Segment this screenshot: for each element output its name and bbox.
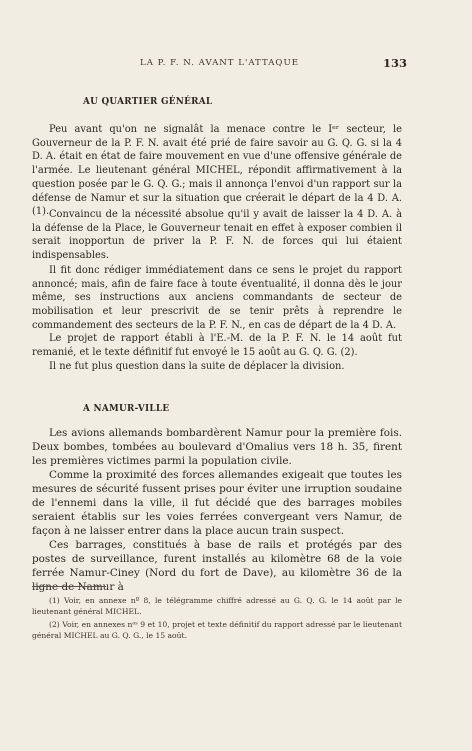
paragraph: Les avions allemands bombardèrent Namur pour la première fois. Deux bombes, tombées au boulevard d'Omalius vers 18 h. 35, firent les premières victimes parmi la population civile. xyxy=(32,427,402,467)
paragraph: Peu avant qu'on ne signalât la menace contre le Iᵉʳ secteur, le Gouverneur de la P. F. N. avait été prié de faire savoir au G. Q. G. si la 4 D. A. était en état de faire mouvement en vue d'une offensive générale de l'armée. Le lieutenant général MICHEL, répondit affirmativement à la question posée par le G. Q. G.; mais il annonça l'envoi d'un rapport sur la défense de Namur et sur la situation que créerait le départ de la 4 D. A. (1). xyxy=(32,124,402,218)
footnote: (1) Voir, en annexe nº 8, le télégramme chiffré adressé au G. Q. G. le 14 août par le lieutenant général MICHEL. xyxy=(32,596,402,616)
footnote-rule xyxy=(32,586,106,587)
paragraph: Il fit donc rédiger immédiatement dans ce sens le projet du rapport annoncé; mais, afin de faire face à toute éventualité, il donna dès le jour même, ses instructions aux anciens commandants de secteur de mobilisation et leur prescrivit de se tenir prêts à reprendre le commandement des secteurs de la P. F. N., en cas de départ de la 4 D. A. xyxy=(32,265,402,331)
paragraph: Ces barrages, constitués à base de rails et protégés par des postes de surveillance, furent installés au kilomètre 68 de la voie ferrée Namur-Ciney (Nord du fort de Dave), au kilomètre 36 de la ligne de Namur à xyxy=(32,539,402,593)
paragraph: Comme la proximité des forces allemandes exigeait que toutes les mesures de sécurité fussent prises pour éviter une irruption soudaine de l'ennemi dans la ville, il fut décidé que des barrages mobiles seraient établis sur les voies ferrées convergeant vers Namur, de façon à ne laisser entrer dans la place aucun train suspect. xyxy=(32,469,402,537)
section-heading-quartier-general: AU QUARTIER GÉNÉRAL xyxy=(83,97,213,107)
paragraph: Convaincu de la nécessité absolue qu'il y avait de laisser la 4 D. A. à la défense de la Place, le Gouverneur tenait en effet à exposer combien il serait inopportun de priver la P. F. N. de forces qui lui étaient indispensables. xyxy=(32,209,402,262)
running-head: LA P. F. N. AVANT L'ATTAQUE xyxy=(140,58,299,68)
section-heading-namur-ville: A NAMUR-VILLE xyxy=(83,404,170,414)
page-number: 133 xyxy=(383,56,408,70)
paragraph: Le projet de rapport établi à l'E.-M. de la P. F. N. le 14 août fut remanié, et le texte définitif fut envoyé le 15 août au G. Q. G. (2). xyxy=(32,333,402,358)
paragraph: Il ne fut plus question dans la suite de déplacer la division. xyxy=(49,361,345,372)
footnote: (2) Voir, en annexes nᵒˢ 9 et 10, projet et texte définitif du rapport adressé par le lieutenant général MICHEL au G. Q. G., le 15 août. xyxy=(32,620,402,640)
